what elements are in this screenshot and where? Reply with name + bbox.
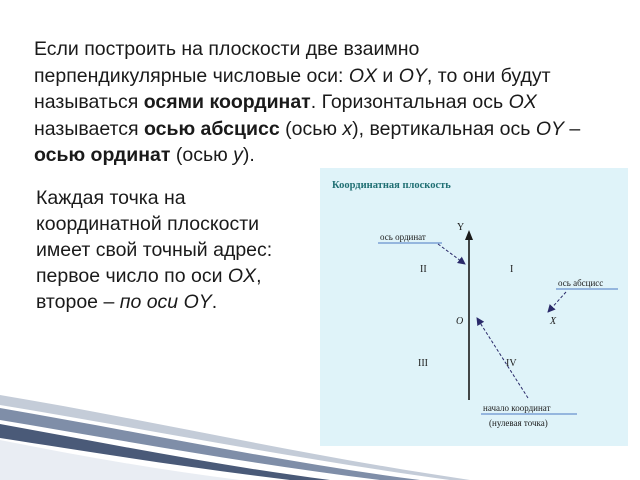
origin-callout-arrow bbox=[477, 318, 528, 398]
x-axis-label: X bbox=[550, 316, 557, 327]
origin-label: O bbox=[456, 316, 464, 327]
quadrant-2-label: II bbox=[420, 264, 427, 275]
ordinate-callout-arrow bbox=[438, 244, 465, 264]
abscissa-callout-label: ось абсцисс bbox=[558, 278, 604, 288]
y-axis-label: Y bbox=[457, 222, 465, 233]
quadrant-3-label: III bbox=[418, 358, 428, 369]
intro-paragraph: Если построить на плоскости две взаимно перпендикулярные числовые оси: OX и OY, то они будут называться осями координат. Горизонтальная ось OX называется осью абсцисс (осью x), вертикальная ось OY – осью ординат (осью y). bbox=[34, 38, 581, 166]
quadrant-1-label: I bbox=[510, 264, 514, 275]
figure-title: Координатная плоскость bbox=[332, 180, 451, 191]
y-axis-arrowhead bbox=[465, 230, 473, 240]
term-ordinate-axis: осью ординат bbox=[34, 144, 171, 166]
coordinate-plane-diagram bbox=[320, 168, 628, 446]
coordinate-plane-figure bbox=[320, 168, 628, 446]
ordinate-callout-label: ось ординат bbox=[380, 232, 426, 242]
origin-callout-label: начало координат bbox=[483, 403, 551, 413]
abscissa-callout-arrow bbox=[548, 292, 566, 312]
term-abscissa-axis: осью абсцисс bbox=[143, 117, 280, 140]
origin-callout-sublabel: (нулевая точка) bbox=[489, 418, 548, 428]
quadrant-4-label: IV bbox=[506, 358, 517, 369]
address-paragraph: Каждая точка на координатной плоскости имеет свой точный адрес: первое число по оси OX, второе – по оси OY. bbox=[36, 187, 273, 313]
term-coordinate-axes: осями координат bbox=[143, 91, 311, 113]
